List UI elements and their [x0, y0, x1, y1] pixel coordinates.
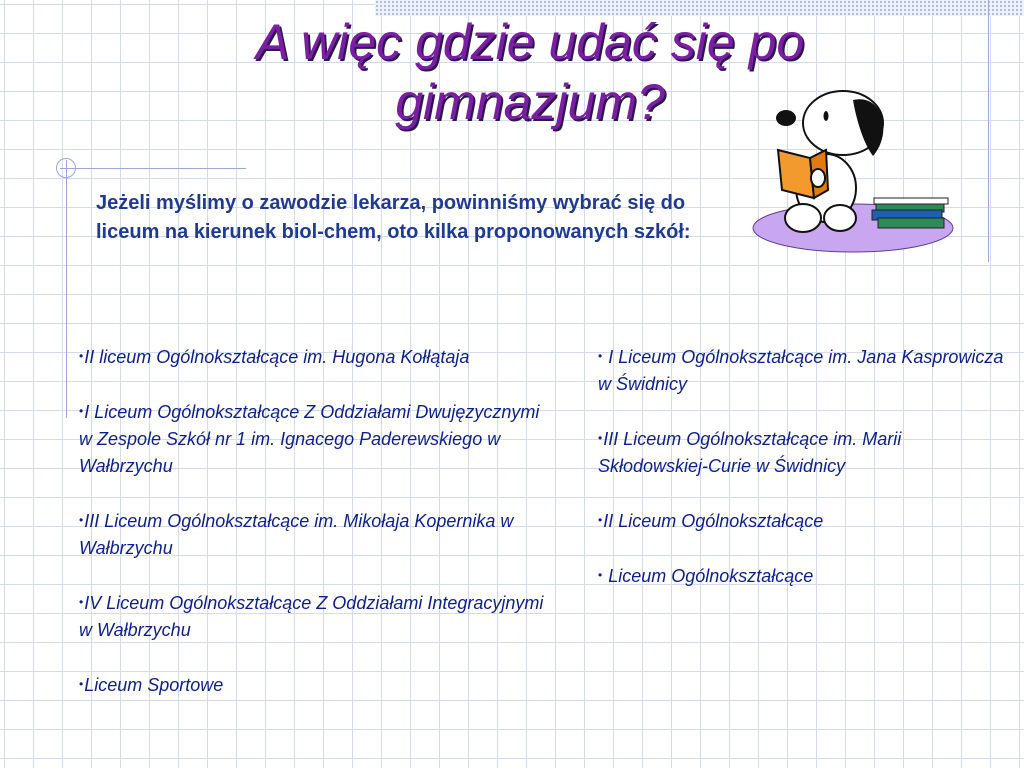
bullet-icon: •: [79, 595, 84, 609]
list-item: •III Liceum Ogólnokształcące im. Mikołaja Kopernika w Wałbrzychu: [79, 511, 514, 558]
list-item: •I Liceum Ogólnokształcące Z Oddziałami Dwujęzycznymi w Zespole Szkół nr 1 im. Ignacego Paderewskiego w Wałbrzychu: [79, 402, 540, 476]
list-item: •Liceum Sportowe: [79, 675, 224, 695]
slide-title: A więc gdzie udać się po gimnazjum?: [255, 14, 805, 130]
list-item: •IV Liceum Ogólnokształcące Z Oddziałami Integracyjnymi w Wałbrzychu: [79, 593, 544, 640]
list-item: • Liceum Ogólnokształcące: [598, 566, 814, 586]
list-item: •III Liceum Ogólnokształcące im. Marii Skłodowskiej-Curie w Świdnicy: [598, 429, 902, 476]
snoopy-reading-icon: [748, 78, 958, 258]
decorative-circle: [56, 158, 76, 178]
bullet-icon: •: [598, 349, 603, 363]
bullet-icon: •: [598, 568, 603, 582]
intro-text: Jeżeli myślimy o zawodzie lekarza, powinniśmy wybrać się do liceum na kierunek biol-chem, oto kilka proponowanych szkół:: [96, 192, 691, 243]
decorative-vertical-line-left: [66, 160, 67, 418]
decorative-vertical-line-right: [988, 0, 989, 262]
bullet-icon: •: [79, 404, 84, 418]
left-school-list: [79, 343, 549, 726]
bullet-icon: •: [79, 349, 84, 363]
bullet-icon: •: [79, 513, 84, 527]
list-item: •II liceum Ogólnokształcące im. Hugona Kołłątaja: [79, 347, 470, 367]
bullet-icon: •: [598, 513, 603, 527]
bullet-icon: •: [79, 677, 84, 691]
list-item: •II Liceum Ogólnokształcące: [598, 511, 824, 531]
bullet-icon: •: [598, 431, 603, 445]
list-item: • I Liceum Ogólnokształcące im. Jana Kasprowicza w Świdnicy: [598, 347, 1004, 394]
right-school-list: [598, 343, 1008, 617]
decorative-horizontal-line: [60, 168, 246, 169]
